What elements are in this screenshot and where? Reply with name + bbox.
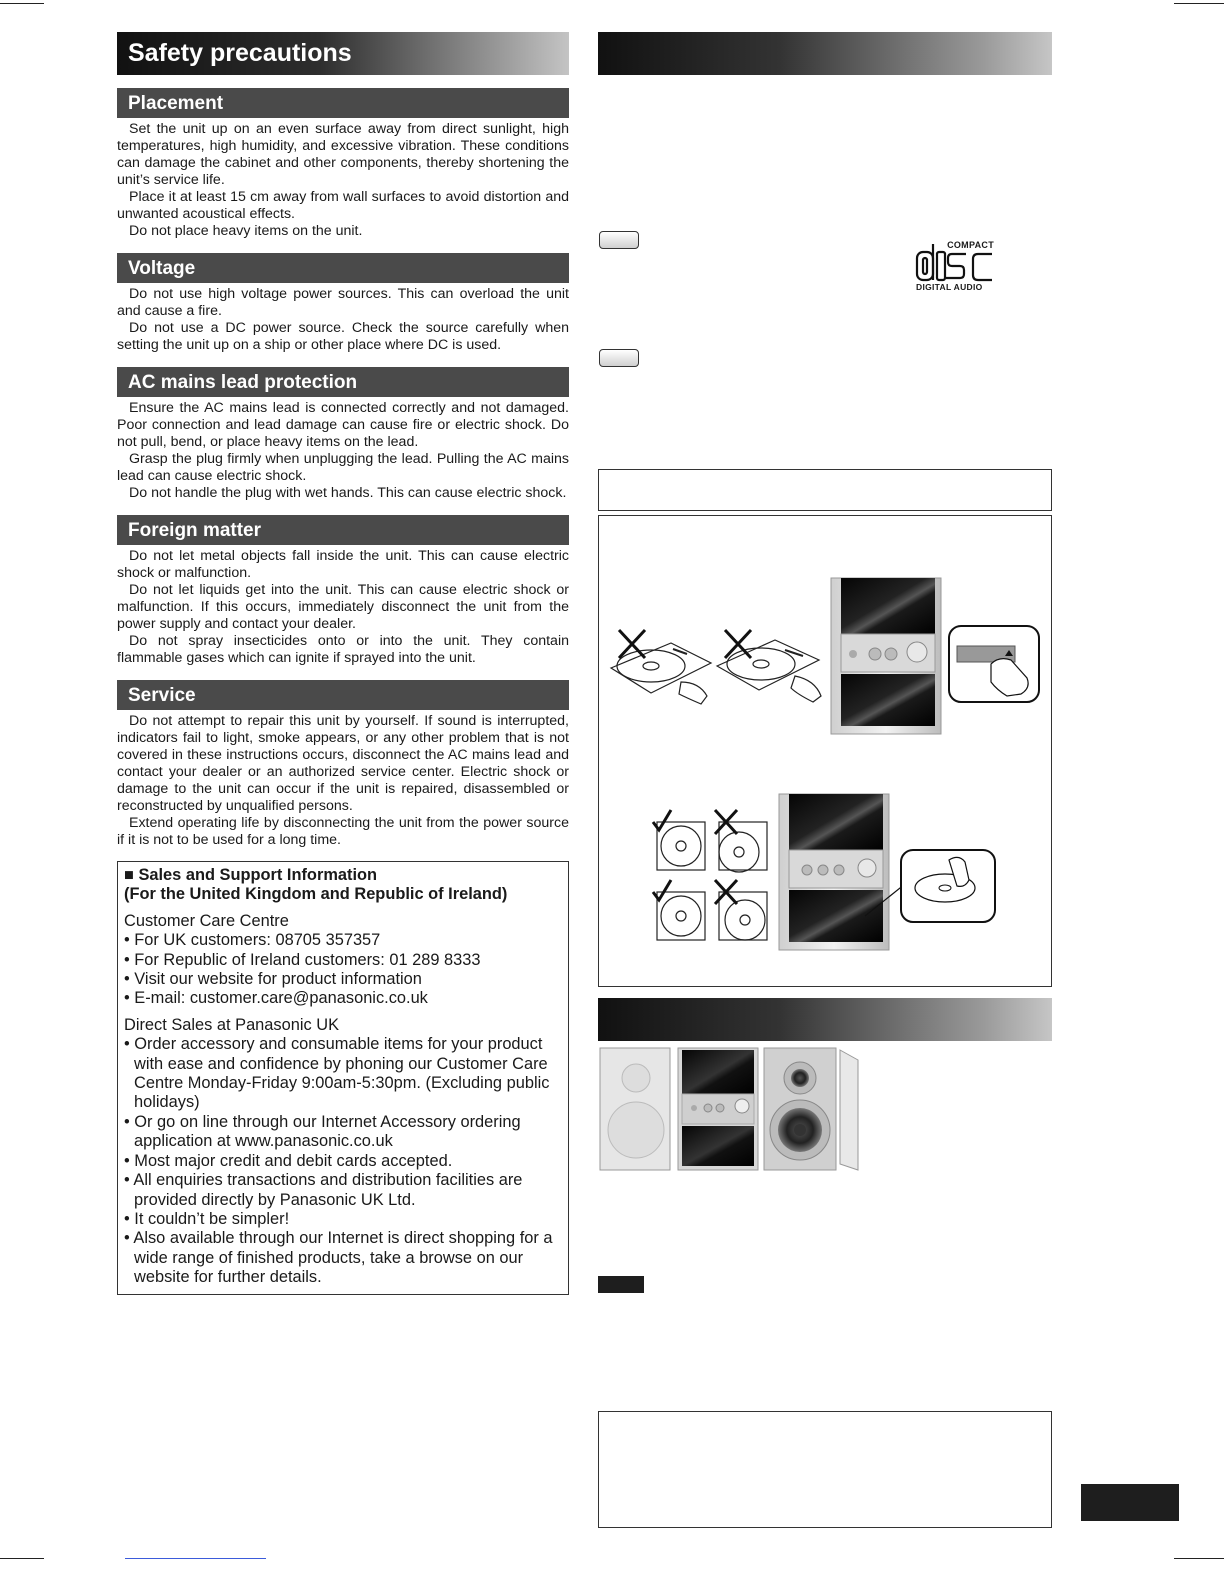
disc-orientation-grid [657, 822, 767, 940]
speaker-grille [840, 1050, 858, 1170]
list-item: • Visit our website for product information [124, 970, 422, 989]
crop-mark [0, 3, 44, 4]
support-heading: ■ Sales and Support Information [124, 866, 378, 884]
stereo-unit-illustration [831, 578, 941, 734]
sales-support-box [117, 861, 569, 1295]
crop-mark [1174, 3, 1224, 4]
footer-link-underline [125, 1558, 266, 1559]
system-components-illustration [598, 1046, 864, 1172]
right-speaker [764, 1048, 836, 1170]
safety-column [117, 32, 569, 1295]
paragraph: Do not spray insecticides onto or into the unit. They contain flammable gases which can ignite if sprayed into the unit. [117, 633, 569, 666]
section-heading-service: Service [117, 680, 569, 710]
label-badge [599, 349, 639, 367]
section-body-foreign-matter [117, 548, 569, 667]
customer-care-title: Customer Care Centre [124, 911, 289, 930]
list-item: • For Republic of Ireland customers: 01 289 8333 [124, 950, 481, 969]
direct-sales-title: Direct Sales at Panasonic UK [124, 1015, 339, 1034]
section-heading-voltage: Voltage [117, 253, 569, 283]
paragraph: Place it at least 15 cm away from wall surfaces to avoid distortion and unwanted acoustical effects. [117, 189, 569, 222]
empty-info-box [598, 1411, 1052, 1528]
list-item: • Most major credit and debit cards accepted. [124, 1151, 453, 1170]
paragraph: Do not let liquids get into the unit. This can cause electric shock or malfunction. If this occurs, immediately disconnect the unit from the power supply and contact your dealer. [117, 582, 569, 632]
left-speaker [600, 1048, 670, 1170]
empty-note-box [598, 469, 1052, 511]
list-item: • Also available through our Internet is direct shopping for a wide range of finished products, take a browse on our website for further details. [124, 1229, 553, 1287]
logo-top-text: COMPACT [947, 240, 994, 250]
list-item: • Order accessory and consumable items for your product with ease and confidence by phoning our Customer Care Centre Monday-Friday 9:00am-5:30pm. (Excluding public holidays) [124, 1035, 550, 1112]
section-heading-ac-mains: AC mains lead protection [117, 367, 569, 397]
page-title: Safety precautions [117, 32, 569, 75]
customer-care-group [124, 912, 562, 1009]
section-body-voltage [117, 286, 569, 354]
section-body-service [117, 713, 569, 849]
disc-handling-illustration [599, 516, 1051, 986]
right-header-bar-2 [598, 998, 1052, 1041]
logo-bottom-text: DIGITAL AUDIO [916, 282, 983, 292]
page-number-tab [1081, 1484, 1179, 1521]
paragraph: Do not use a DC power source. Check the source carefully when setting the unit up on a ship or other place where DC is used. [117, 320, 569, 353]
note-label-tab [598, 1276, 644, 1293]
compact-disc-logo [912, 240, 998, 294]
section-heading-foreign-matter: Foreign matter [117, 515, 569, 545]
cross-mark [725, 630, 751, 658]
right-header-bar [598, 32, 1052, 75]
list-item: • For UK customers: 08705 357357 [124, 931, 381, 950]
crop-mark [1174, 1558, 1224, 1559]
section-heading-placement: Placement [117, 88, 569, 118]
paragraph: Extend operating life by disconnecting the unit from the power source if it is not to be used for a long time. [117, 815, 569, 848]
cross-mark [619, 630, 645, 658]
crop-mark [0, 1558, 44, 1559]
paragraph: Set the unit up on an even surface away from direct sunlight, high temperatures, high humidity, and excessive vibration. These conditions can damage the cabinet and other components, thereby shortening the unit’s service life. [117, 121, 569, 188]
stereo-unit-illustration [779, 794, 905, 950]
paragraph: Do not attempt to repair this unit by yourself. If sound is interrupted, indicators fail to light, smoke appears, or any other problem that is not covered in these instructions occurs, disconnect the AC mains lead and contact your dealer or an authorized service center. Electric shock or damage to the unit can occur if the unit is repaired, disassembled or reconstructed by unqualified persons. [117, 713, 569, 814]
disc-tray-callout [901, 850, 995, 922]
paragraph: Do not let metal objects fall inside the unit. This can cause electric shock or malfunction. [117, 548, 569, 581]
support-subheading: (For the United Kingdom and Republic of Ireland) [124, 885, 508, 904]
direct-sales-group [124, 1016, 562, 1288]
list-item: • Or go on line through our Internet Accessory ordering application at www.panasonic.co.uk [124, 1112, 521, 1151]
label-badge [599, 231, 639, 249]
list-item: • All enquiries transactions and distribution facilities are provided directly by Panasonic UK Ltd. [124, 1171, 523, 1209]
paragraph: Ensure the AC mains lead is connected correctly and not damaged. Poor connection and lead damage can cause fire or electric shock. Do not pull, bend, or place heavy items on the lead. [117, 400, 569, 450]
paragraph: Do not handle the plug with wet hands. This can cause electric shock. [129, 485, 567, 501]
main-unit [678, 1048, 758, 1170]
paragraph: Do not place heavy items on the unit. [129, 223, 363, 239]
list-item: • E-mail: customer.care@panasonic.co.uk [124, 989, 428, 1008]
paragraph: Do not use high voltage power sources. This can overload the unit and cause a fire. [117, 286, 569, 319]
paragraph: Grasp the plug firmly when unplugging the lead. Pulling the AC mains lead can cause electric shock. [117, 451, 569, 484]
disc-handling-illustration-box [598, 515, 1052, 987]
eject-callout [949, 626, 1039, 702]
section-body-ac-mains [117, 400, 569, 502]
section-body-placement [117, 121, 569, 240]
list-item: • It couldn’t be simpler! [124, 1209, 290, 1228]
